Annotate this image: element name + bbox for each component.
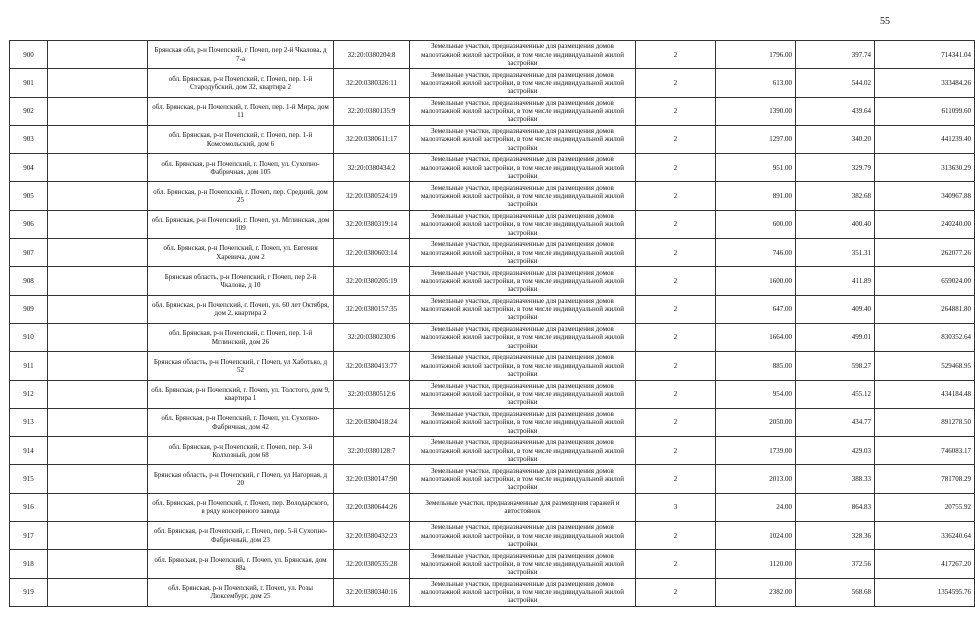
cadastral-value-cell: 659024.00 (875, 267, 975, 295)
specific-value-cell: 544.02 (796, 69, 875, 97)
cadastral-value-cell: 441239.40 (875, 125, 975, 153)
land-use-cell: Земельные участки, предназначенные для размещения домов малоэтажной жилой застройки, в том числе индивидуальной жилой застройки (410, 465, 636, 493)
cadastral-value-cell: 434184.48 (875, 380, 975, 408)
row-number-cell: 910 (10, 323, 48, 351)
row-number-cell: 918 (10, 550, 48, 578)
table-row (10, 125, 975, 153)
row-number-cell: 900 (10, 41, 48, 69)
table-row (10, 41, 975, 69)
land-use-cell: Земельные участки, предназначенные для размещения домов малоэтажной жилой застройки, в том числе индивидуальной жилой застройки (410, 352, 636, 380)
row-number-cell: 917 (10, 522, 48, 550)
category-cell: 2 (636, 267, 716, 295)
area-cell: 24.00 (716, 493, 796, 521)
blank-cell (48, 380, 148, 408)
table-row (10, 182, 975, 210)
land-use-cell: Земельные участки, предназначенные для размещения домов малоэтажной жилой застройки, в том числе индивидуальной жилой застройки (410, 154, 636, 182)
category-cell: 2 (636, 295, 716, 323)
category-cell: 2 (636, 69, 716, 97)
category-cell: 2 (636, 352, 716, 380)
land-use-cell: Земельные участки, предназначенные для размещения домов малоэтажной жилой застройки, в том числе индивидуальной жилой застройки (410, 323, 636, 351)
row-number-cell: 911 (10, 352, 48, 380)
land-use-cell: Земельные участки, предназначенные для размещения домов малоэтажной жилой застройки, в том числе индивидуальной жилой застройки (410, 125, 636, 153)
land-use-cell: Земельные участки, предназначенные для размещения домов малоэтажной жилой застройки, в том числе индивидуальной жилой застройки (410, 380, 636, 408)
table-row (10, 380, 975, 408)
cadastral-value-cell: 529468.95 (875, 352, 975, 380)
land-use-cell: Земельные участки, предназначенные для размещения домов малоэтажной жилой застройки, в том числе индивидуальной жилой застройки (410, 408, 636, 436)
address-cell: обл. Брянская, р-н Почепский, г. Почеп, ул. Толстого, дом 9, квартира 1 (148, 380, 334, 408)
specific-value-cell: 382.68 (796, 182, 875, 210)
land-use-cell: Земельные участки, предназначенные для размещения домов малоэтажной жилой застройки, в том числе индивидуальной жилой застройки (410, 267, 636, 295)
area-cell: 891.00 (716, 182, 796, 210)
blank-cell (48, 493, 148, 521)
cadastral-value-cell: 417267.20 (875, 550, 975, 578)
land-registry-table (9, 40, 975, 607)
table-row (10, 408, 975, 436)
category-cell: 2 (636, 323, 716, 351)
row-number-cell: 915 (10, 465, 48, 493)
address-cell: обл. Брянская, р-н Почепский, г. Почеп, пер. 3-й Колхозный, дом 68 (148, 437, 334, 465)
blank-cell (48, 408, 148, 436)
table-row (10, 437, 975, 465)
land-use-cell: Земельные участки, предназначенные для размещения домов малоэтажной жилой застройки, в том числе индивидуальной жилой застройки (410, 41, 636, 69)
address-cell: обл. Брянская, р-н Почепский, г. Почеп, ул. Розы Люксембург, дом 25 (148, 578, 334, 606)
address-cell: обл. Брянская, р-н Почепский, г. Почеп, пер. 1-й Комсомольский, дом 6 (148, 125, 334, 153)
cadastral-number-cell: 32:20:0380147:90 (334, 465, 410, 493)
specific-value-cell: 598.27 (796, 352, 875, 380)
blank-cell (48, 295, 148, 323)
blank-cell (48, 210, 148, 238)
table-row (10, 493, 975, 521)
blank-cell (48, 154, 148, 182)
address-cell: Брянская обл, р-н Почепский, г Почеп, пер 2-й Чкалова, д 7-а (148, 41, 334, 69)
cadastral-value-cell: 336240.64 (875, 522, 975, 550)
cadastral-value-cell: 891278.50 (875, 408, 975, 436)
land-use-cell: Земельные участки, предназначенные для размещения домов малоэтажной жилой застройки, в том числе индивидуальной жилой застройки (410, 522, 636, 550)
row-number-cell: 904 (10, 154, 48, 182)
address-cell: обл. Брянская, р-н Почепский, г. Почеп, ул. Евгения Харевича, дом 2 (148, 239, 334, 267)
table-row (10, 295, 975, 323)
blank-cell (48, 41, 148, 69)
blank-cell (48, 352, 148, 380)
cadastral-number-cell: 32:20:0380432:23 (334, 522, 410, 550)
cadastral-number-cell: 32:20:0380512:6 (334, 380, 410, 408)
cadastral-value-cell: 1354595.76 (875, 578, 975, 606)
land-use-cell: Земельные участки, предназначенные для размещения домов малоэтажной жилой застройки, в том числе индивидуальной жилой застройки (410, 210, 636, 238)
blank-cell (48, 125, 148, 153)
page-number: 55 (880, 16, 890, 27)
specific-value-cell: 340.20 (796, 125, 875, 153)
specific-value-cell: 568.68 (796, 578, 875, 606)
land-use-cell: Земельные участки, предназначенные для размещения домов малоэтажной жилой застройки, в том числе индивидуальной жилой застройки (410, 97, 636, 125)
address-cell: обл. Брянская, р-н Почепский, г. Почеп, ул. Брянская, дом 88а (148, 550, 334, 578)
address-cell: Брянская область, р-н Почепский, г Почеп, ул Хаботько, д 52 (148, 352, 334, 380)
row-number-cell: 909 (10, 295, 48, 323)
blank-cell (48, 69, 148, 97)
table-row (10, 522, 975, 550)
row-number-cell: 903 (10, 125, 48, 153)
row-number-cell: 906 (10, 210, 48, 238)
specific-value-cell: 411.89 (796, 267, 875, 295)
cadastral-number-cell: 32:20:0380611:17 (334, 125, 410, 153)
category-cell: 2 (636, 97, 716, 125)
table-row (10, 267, 975, 295)
category-cell: 2 (636, 125, 716, 153)
cadastral-number-cell: 32:20:0380230:6 (334, 323, 410, 351)
area-cell: 951.00 (716, 154, 796, 182)
blank-cell (48, 550, 148, 578)
specific-value-cell: 429.03 (796, 437, 875, 465)
blank-cell (48, 267, 148, 295)
category-cell: 2 (636, 465, 716, 493)
specific-value-cell: 439.64 (796, 97, 875, 125)
cadastral-number-cell: 32:20:0380204:8 (334, 41, 410, 69)
address-cell: обл. Брянская, р-н Почепский, г. Почеп, пер. Володарского, в ряду консервного завода (148, 493, 334, 521)
address-cell: обл. Брянская, р-н Почепский, г. Почеп, пер. Средний, дом 25 (148, 182, 334, 210)
row-number-cell: 913 (10, 408, 48, 436)
table-row (10, 323, 975, 351)
cadastral-value-cell: 313630.29 (875, 154, 975, 182)
table-row (10, 239, 975, 267)
specific-value-cell: 434.77 (796, 408, 875, 436)
table-row (10, 210, 975, 238)
cadastral-value-cell: 264881.80 (875, 295, 975, 323)
address-cell: обл. Брянская, р-н Почепский, г. Почеп, ул. Мглинская, дом 109 (148, 210, 334, 238)
area-cell: 2382.00 (716, 578, 796, 606)
category-cell: 2 (636, 578, 716, 606)
cadastral-number-cell: 32:20:0380524:19 (334, 182, 410, 210)
area-cell: 2050.00 (716, 408, 796, 436)
area-cell: 1739.00 (716, 437, 796, 465)
category-cell: 2 (636, 437, 716, 465)
specific-value-cell: 409.40 (796, 295, 875, 323)
cadastral-value-cell: 714341.04 (875, 41, 975, 69)
address-cell: обл. Брянская, р-н Почепский, г. Почеп, пер. 1-й Мира, дом 11 (148, 97, 334, 125)
category-cell: 2 (636, 550, 716, 578)
cadastral-value-cell: 781708.29 (875, 465, 975, 493)
address-cell: обл. Брянская, р-н Почепский, г. Почеп, пер. 1-й Мглинский, дом 26 (148, 323, 334, 351)
cadastral-number-cell: 32:20:0380413:77 (334, 352, 410, 380)
cadastral-number-cell: 32:20:0380644:26 (334, 493, 410, 521)
cadastral-value-cell: 20755.92 (875, 493, 975, 521)
cadastral-value-cell: 611099.60 (875, 97, 975, 125)
blank-cell (48, 182, 148, 210)
row-number-cell: 908 (10, 267, 48, 295)
category-cell: 2 (636, 154, 716, 182)
category-cell: 2 (636, 522, 716, 550)
land-use-cell: Земельные участки, предназначенные для размещения домов малоэтажной жилой застройки, в том числе индивидуальной жилой застройки (410, 69, 636, 97)
blank-cell (48, 465, 148, 493)
table-row (10, 352, 975, 380)
row-number-cell: 907 (10, 239, 48, 267)
land-use-cell: Земельные участки, предназначенные для размещения домов малоэтажной жилой застройки, в том числе индивидуальной жилой застройки (410, 182, 636, 210)
cadastral-number-cell: 32:20:0380340:16 (334, 578, 410, 606)
land-use-cell: Земельные участки, предназначенные для размещения домов малоэтажной жилой застройки, в том числе индивидуальной жилой застройки (410, 437, 636, 465)
cadastral-number-cell: 32:20:0380319:14 (334, 210, 410, 238)
area-cell: 954.00 (716, 380, 796, 408)
row-number-cell: 902 (10, 97, 48, 125)
table-row (10, 578, 975, 606)
cadastral-number-cell: 32:20:0380157:35 (334, 295, 410, 323)
cadastral-value-cell: 830352.64 (875, 323, 975, 351)
land-use-cell: Земельные участки, предназначенные для размещения домов малоэтажной жилой застройки, в том числе индивидуальной жилой застройки (410, 239, 636, 267)
specific-value-cell: 455.12 (796, 380, 875, 408)
table-row (10, 550, 975, 578)
cadastral-number-cell: 32:20:0380326:11 (334, 69, 410, 97)
blank-cell (48, 97, 148, 125)
blank-cell (48, 239, 148, 267)
land-use-cell: Земельные участки, предназначенные для размещения домов малоэтажной жилой застройки, в том числе индивидуальной жилой застройки (410, 295, 636, 323)
cadastral-number-cell: 32:20:0380128:7 (334, 437, 410, 465)
cadastral-number-cell: 32:20:0380434:2 (334, 154, 410, 182)
table-row (10, 97, 975, 125)
row-number-cell: 901 (10, 69, 48, 97)
specific-value-cell: 372.56 (796, 550, 875, 578)
area-cell: 1390.00 (716, 97, 796, 125)
land-use-cell: Земельные участки, предназначенные для размещения домов малоэтажной жилой застройки, в том числе индивидуальной жилой застройки (410, 550, 636, 578)
specific-value-cell: 388.33 (796, 465, 875, 493)
address-cell: Брянская область, р-н Почепский, г Почеп, ул Нагорная, д 20 (148, 465, 334, 493)
cadastral-number-cell: 32:20:0380418:24 (334, 408, 410, 436)
cadastral-number-cell: 32:20:0380135:9 (334, 97, 410, 125)
row-number-cell: 916 (10, 493, 48, 521)
category-cell: 2 (636, 408, 716, 436)
row-number-cell: 912 (10, 380, 48, 408)
specific-value-cell: 351.31 (796, 239, 875, 267)
cadastral-number-cell: 32:20:0380603:14 (334, 239, 410, 267)
address-cell: обл. Брянская, р-н Почепский, г. Почеп, пер. 1-й Стародубский, дом 32, квартира 2 (148, 69, 334, 97)
cadastral-number-cell: 32:20:0380205:19 (334, 267, 410, 295)
area-cell: 1297.00 (716, 125, 796, 153)
area-cell: 2013.00 (716, 465, 796, 493)
land-use-cell: Земельные участки, предназначенные для размещения домов малоэтажной жилой застройки, в том числе индивидуальной жилой застройки (410, 578, 636, 606)
cadastral-value-cell: 746083.17 (875, 437, 975, 465)
blank-cell (48, 578, 148, 606)
blank-cell (48, 437, 148, 465)
table-row (10, 465, 975, 493)
area-cell: 1024.00 (716, 522, 796, 550)
land-use-cell: Земельные участки, предназначенные для размещения гаражей и автостоянок (410, 493, 636, 521)
specific-value-cell: 864.83 (796, 493, 875, 521)
area-cell: 885.00 (716, 352, 796, 380)
area-cell: 746.00 (716, 239, 796, 267)
cadastral-value-cell: 333484.26 (875, 69, 975, 97)
address-cell: обл. Брянская, р-н Почепский, г. Почеп, пер. 5-й Сухопно-Фабричный, дом 23 (148, 522, 334, 550)
blank-cell (48, 323, 148, 351)
area-cell: 1120.00 (716, 550, 796, 578)
specific-value-cell: 328.36 (796, 522, 875, 550)
specific-value-cell: 329.79 (796, 154, 875, 182)
specific-value-cell: 400.40 (796, 210, 875, 238)
cadastral-value-cell: 340967.88 (875, 182, 975, 210)
row-number-cell: 919 (10, 578, 48, 606)
area-cell: 1600.00 (716, 267, 796, 295)
address-cell: обл. Брянская, р-н Почепский, г. Почеп, ул. 60 лет Октября, дом 2, квартира 2 (148, 295, 334, 323)
area-cell: 1796.00 (716, 41, 796, 69)
category-cell: 2 (636, 182, 716, 210)
area-cell: 600.00 (716, 210, 796, 238)
cadastral-value-cell: 262077.26 (875, 239, 975, 267)
row-number-cell: 905 (10, 182, 48, 210)
cadastral-number-cell: 32:20:0380535:28 (334, 550, 410, 578)
cadastral-value-cell: 240240.00 (875, 210, 975, 238)
address-cell: обл. Брянская, р-н Почепский, г. Почеп, ул. Сухопно-Фабричная, дом 105 (148, 154, 334, 182)
category-cell: 2 (636, 380, 716, 408)
address-cell: Брянская область, р-н Почепский, г Почеп, пер 2-й Чкалова, д 10 (148, 267, 334, 295)
area-cell: 647.00 (716, 295, 796, 323)
area-cell: 613.00 (716, 69, 796, 97)
category-cell: 2 (636, 210, 716, 238)
address-cell: обл. Брянская, р-н Почепский, г. Почеп, ул. Сухопно-Фабричная, дом 42 (148, 408, 334, 436)
category-cell: 2 (636, 41, 716, 69)
specific-value-cell: 499.01 (796, 323, 875, 351)
area-cell: 1664.00 (716, 323, 796, 351)
category-cell: 2 (636, 239, 716, 267)
specific-value-cell: 397.74 (796, 41, 875, 69)
category-cell: 3 (636, 493, 716, 521)
blank-cell (48, 522, 148, 550)
table-row (10, 69, 975, 97)
table-row (10, 154, 975, 182)
row-number-cell: 914 (10, 437, 48, 465)
